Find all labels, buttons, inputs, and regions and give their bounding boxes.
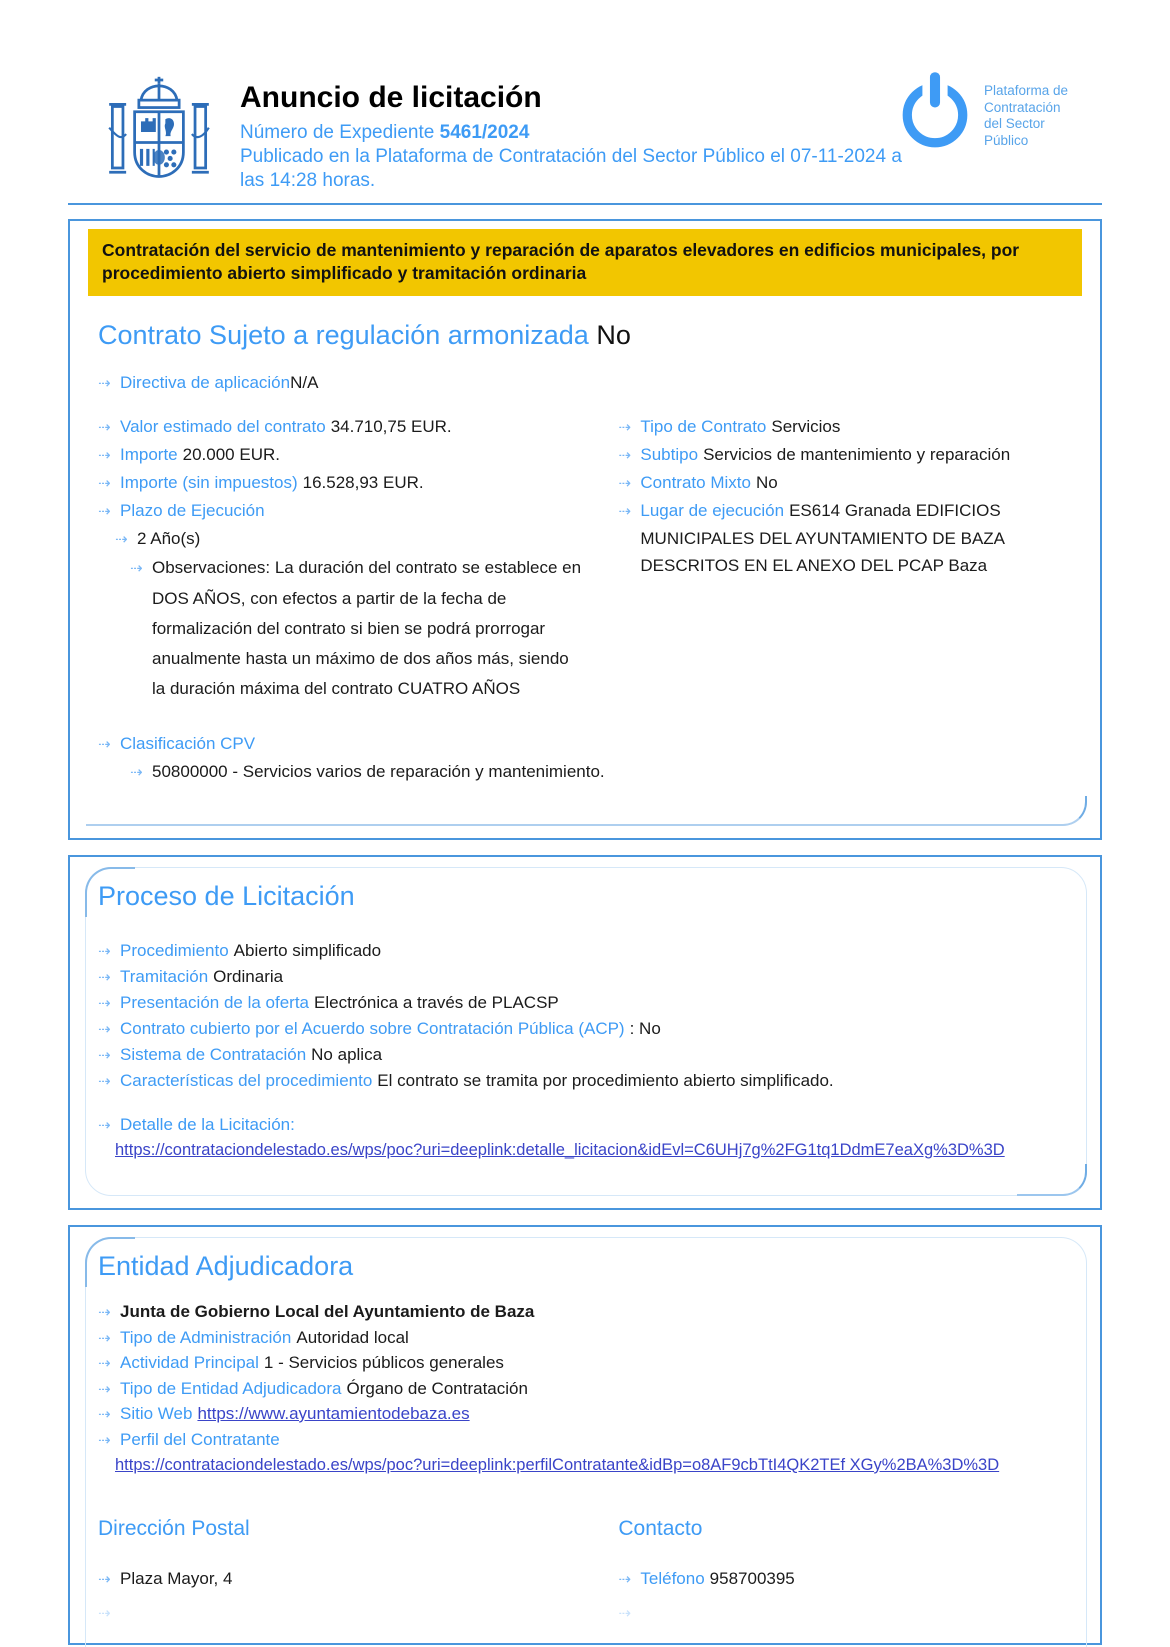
dashed-arrow-icon: ⇢ [618,503,631,520]
field-caracteristicas: ⇢ Características del procedimiento El contrato se tramita por procedimiento abierto simplificado. [98,1068,1072,1094]
spain-coat-of-arms-icon [106,74,212,192]
section-entidad [68,1225,1102,1645]
dashed-arrow-icon: ⇢ [98,1021,111,1038]
field-importe: ⇢ Importe 20.000 EUR. [98,441,618,469]
dashed-arrow-icon: ⇢ [98,1571,111,1588]
dashed-arrow-icon: ⇢ [98,995,111,1012]
contacto-heading: Contacto [618,1517,703,1540]
section-title-proceso: Proceso de Licitación [98,881,355,911]
expediente-number: 5461/2024 [439,122,530,143]
field-lugar-ejecucion: ⇢ Lugar de ejecución ES614 Granada EDIFICIOS MUNICIPALES DEL AYUNTAMIENTO DE BAZA DESCRITOS EN EL ANEXO DEL PCAP Baza [618,497,1072,579]
cutoff-row [618,1601,1072,1627]
field-actividad-principal: ⇢ Actividad Principal 1 - Servicios públicos generales [98,1351,1072,1377]
perfil-contratante-link[interactable]: https://contrataciondelestado.es/wps/poc?uri=deeplink:perfilContratante&idBp=o8AF9cbTtI4QK2TEf XGy%2BA%3D%3D [115,1456,1000,1474]
field-clasificacion-cpv: ⇢ Clasificación CPV [98,730,1072,758]
field-tipo-entidad: ⇢ Tipo de Entidad Adjudicadora Órgano de Contratación [98,1377,1072,1403]
field-sitio-web: ⇢ Sitio Web https://www.ayuntamientodebaza.es [98,1402,1072,1428]
field-direccion: ⇢ Plaza Mayor, 4 [98,1567,618,1593]
dashed-arrow-icon: ⇢ [98,375,111,392]
placsp-logo-line: Contratación [983,99,1061,115]
dashed-arrow-icon: ⇢ [98,1431,111,1449]
dashed-arrow-icon: ⇢ [98,1073,111,1090]
page-title: Anuncio de licitación [240,81,542,114]
expediente-label: Número de Expediente [240,122,435,143]
contrato-left-column [98,413,618,704]
dashed-arrow-icon: ⇢ [115,531,128,548]
field-tramitacion: ⇢ Tramitación Ordinaria [98,964,1072,990]
field-valor-estimado: ⇢ Valor estimado del contrato 34.710,75 EUR. [98,413,618,441]
dashed-arrow-icon: ⇢ [98,1047,111,1064]
expediente-line [240,121,904,145]
direccion-postal-heading: Dirección Postal [98,1517,250,1540]
detalle-licitacion-link[interactable]: https://contrataciondelestado.es/wps/poc?uri=deeplink:detalle_licitacion&idEvl=C6UHj7g%2FG1tq1DdmE7eaXg%3D%3D [115,1141,1005,1159]
field-subtipo: ⇢ Subtipo Servicios de mantenimiento y reparación [618,441,1072,469]
placsp-logo-line: Público [983,132,1029,148]
field-procedimiento: ⇢ Procedimiento Abierto simplificado [98,938,1072,964]
field-cpv-item: ⇢ 50800000 - Servicios varios de reparación y mantenimiento. [130,758,1072,786]
dashed-arrow-icon: ⇢ [618,1604,631,1622]
dashed-arrow-icon: ⇢ [98,1355,111,1372]
dashed-arrow-icon: ⇢ [98,943,111,960]
dashed-arrow-icon: ⇢ [98,503,111,520]
dashed-arrow-icon: ⇢ [98,419,111,436]
cutoff-row [98,1601,618,1627]
document-header [0,0,1170,203]
perfil-contratante-url-row [115,1453,1072,1477]
placsp-logo-line: Plataforma de [983,83,1068,98]
dashed-arrow-icon: ⇢ [98,736,111,753]
field-perfil-contratante: ⇢ Perfil del Contratante [98,1428,1072,1454]
field-plazo-ejecucion: ⇢ Plazo de Ejecución [98,497,618,525]
dashed-arrow-icon: ⇢ [618,419,631,436]
dashed-arrow-icon: ⇢ [98,1604,111,1622]
decorative-curve [86,796,1087,826]
field-tipo-administracion: ⇢ Tipo de Administración Autoridad local [98,1326,1072,1352]
placsp-logo [893,68,1068,152]
decorative-corner [1017,1164,1087,1196]
field-detalle-licitacion: ⇢ Detalle de la Licitación: [98,1112,1072,1138]
placsp-logo-text [984,68,1068,149]
dashed-arrow-icon: ⇢ [98,1304,111,1321]
dashed-arrow-icon: ⇢ [98,1117,111,1134]
field-presentacion-oferta: ⇢ Presentación de la oferta Electrónica a través de PLACSP [98,990,1072,1016]
dashed-arrow-icon: ⇢ [98,1406,111,1423]
published-line: Publicado en la Plataforma de Contratación del Sector Público el 07-11-2024 a las 14:28 horas. [240,146,902,191]
dashed-arrow-icon: ⇢ [618,447,631,464]
section-proceso [68,855,1102,1210]
field-importe-sin-impuestos: ⇢ Importe (sin impuestos) 16.528,93 EUR. [98,469,618,497]
placsp-logo-line: del Sector [983,116,1045,131]
dashed-arrow-icon: ⇢ [98,1329,111,1347]
dashed-arrow-icon: ⇢ [130,560,143,577]
contract-title-banner: Contratación del servicio de mantenimiento y reparación de aparatos elevadores en edificios municipales, por procedimiento abierto simplificado y tramitación ordinaria [88,229,1082,296]
sitio-web-link[interactable]: https://www.ayuntamientodebaza.es [197,1404,470,1423]
field-contrato-mixto: ⇢ Contrato Mixto No [618,469,1072,497]
dashed-arrow-icon: ⇢ [98,475,111,492]
field-observaciones: ⇢ Observaciones: La duración del contrato se establece en DOS AÑOS, con efectos a partir de la fecha de formalización del contrato si bien se podrá prorrogar anualmente hasta un máximo de dos años más, siendo la duración máxima del contrato CUATRO AÑOS [130,553,582,704]
field-acp: ⇢ Contrato cubierto por el Acuerdo sobre Contratación Pública (ACP) : No [98,1016,1072,1042]
field-tipo-contrato: ⇢ Tipo de Contrato Servicios [618,413,1072,441]
header-divider [68,203,1102,205]
field-sistema-contratacion: ⇢ Sistema de Contratación No aplica [98,1042,1072,1068]
section-title-entidad: Entidad Adjudicadora [98,1251,354,1281]
contrato-right-column [618,413,1072,704]
dashed-arrow-icon: ⇢ [98,969,111,986]
dashed-arrow-icon: ⇢ [130,764,143,781]
power-icon [893,68,977,152]
field-telefono: ⇢ Teléfono 958700395 [618,1567,1072,1593]
dashed-arrow-icon: ⇢ [618,475,631,492]
dashed-arrow-icon: ⇢ [618,1571,631,1588]
dashed-arrow-icon: ⇢ [98,1380,111,1398]
detalle-licitacion-url-row [115,1138,1072,1162]
field-directiva: ⇢ Directiva de aplicaciónN/A [98,369,1072,397]
field-plazo-anos: ⇢ 2 Año(s) [115,525,618,553]
dashed-arrow-icon: ⇢ [98,447,111,464]
field-entidad-nombre: ⇢ Junta de Gobierno Local del Ayuntamiento de Baza [98,1300,1072,1326]
section-contrato [68,219,1102,840]
section-title-contrato: Contrato Sujeto a regulación armonizada No [98,320,631,350]
